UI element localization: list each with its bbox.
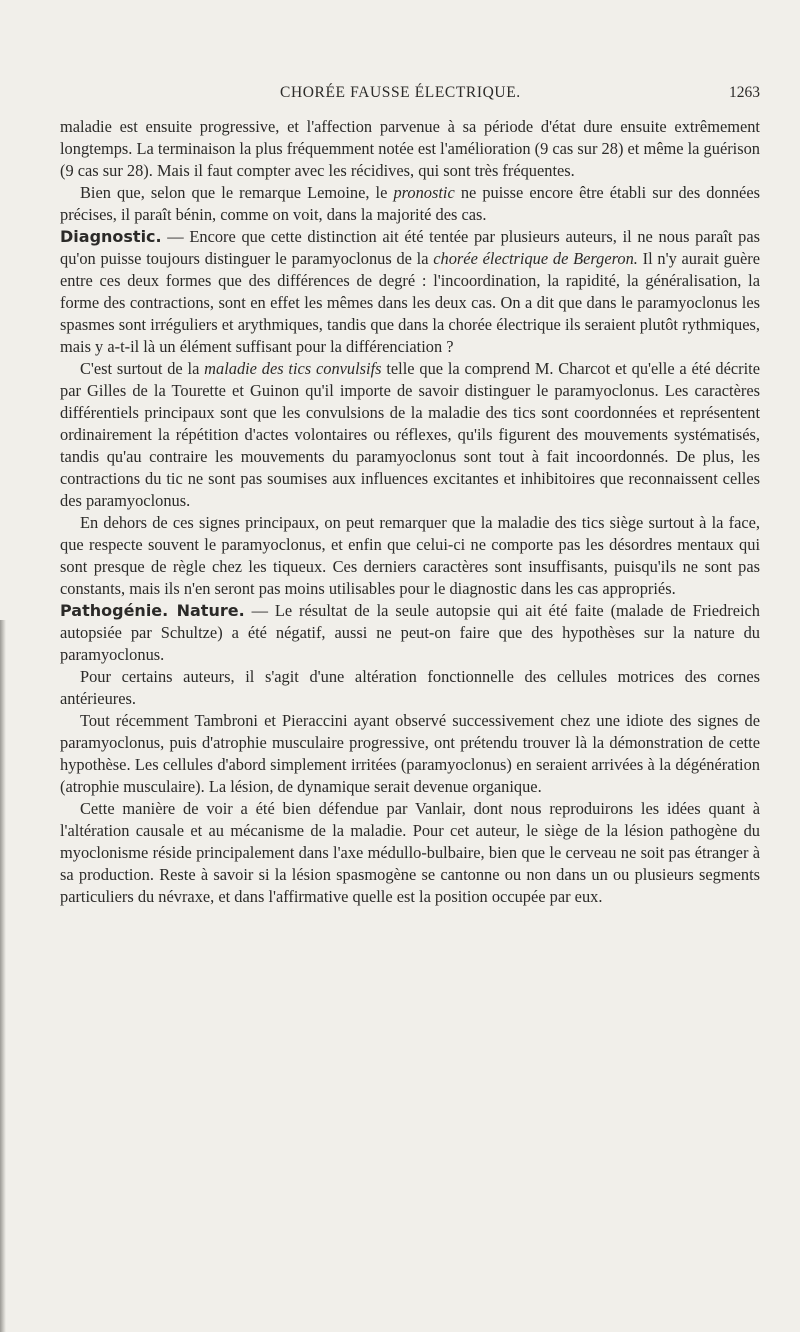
paragraph-signes: En dehors de ces signes principaux, on peut remarquer que la maladie des tics siège surtout à la face, que respecte souvent le paramyoclonus, et enfin que celui-ci ne comporte pas les désordres mentaux qui sont presque de règle chez les tiqueux. Ces derniers caractères sont insuffisants, puisqu'ils ne sont pas constants, mais ils n'en seront pas moins utilisables pour le diagnostic dans les cas appropriés.	[60, 513, 760, 598]
text-run: Il n'y aurait guère entre ces deux formes que des différences de degré : l'incoordination, la rapidité, la généralisation, la forme des contractions, sont en effet les mêmes dans les deux cas. On a dit que dans le paramyoclonus les spasmes sont irréguliers et arythmiques, tandis que dans la chorée électrique ils seraient plutôt rythmiques, mais y a-t-il là un élément suffisant pour la différenciation ?	[60, 249, 760, 356]
running-head	[60, 84, 760, 108]
italic-term-choree-electrique: chorée électrique de Bergeron.	[433, 249, 638, 268]
body-text	[60, 116, 760, 908]
text-run: telle que la comprend M. Charcot et qu'elle a été décrite par Gilles de la Tourette et Guinon qu'il importe de savoir distinguer le paramyoclonus. Les caractères différentiels principaux sont que les convulsions de la maladie des tics sont coordonnées et représentent ordinairement la répétition d'actes volontaires ou réflexes, qu'ils figurent des mouvements systématisés, tandis qu'au contraire les mouvements du paramyoclonus sont tout à fait incoordonnés. De plus, les contractions du tic ne sont pas soumises aux influences excitantes et inhibitoires que reconnaissent celles des paramyoclonus.	[60, 359, 760, 510]
section-heading-pathogenie: Pathogénie. Nature.	[60, 601, 245, 620]
paragraph-diagnostic	[60, 226, 760, 358]
paragraph-hypothese: Pour certains auteurs, il s'agit d'une altération fonctionnelle des cellules motrices des cornes antérieures.	[60, 667, 760, 708]
paragraph-pronostic	[60, 182, 760, 226]
text-run: ne puisse encore être établi sur des données précises, il paraît bénin, comme on voit, dans la majorité des cas.	[60, 183, 760, 224]
text-run: — Encore que cette distinction ait été tentée par plusieurs auteurs, il ne nous paraît pas qu'on puisse toujours distinguer le paramyoclonus de la	[60, 227, 760, 268]
italic-term-maladie-des-tics: maladie des tics convulsifs	[204, 359, 382, 378]
page-number: 1263	[729, 84, 760, 101]
binding-edge-shadow	[0, 620, 6, 1332]
paragraph-prognosis-end: maladie est ensuite progressive, et l'affection parvenue à sa période d'état dure ensuite extrêmement longtemps. La terminaison la plus fréquemment notée est l'amélioration (9 cas sur 28) et même la guérison (9 cas sur 28). Mais il faut compter avec les récidives, qui sont très fréquentes.	[60, 117, 760, 180]
section-heading-diagnostic: Diagnostic.	[60, 227, 162, 246]
text-run: Bien que, selon que le remarque Lemoine, le	[80, 183, 394, 202]
text-run: — Le résultat de la seule autopsie qui ait été faite (malade de Friedreich autopsiée par Schultze) a été négatif, aussi ne peut-on faire que des hypothèses sur la nature du paramyoclonus.	[60, 601, 761, 664]
paragraph-vanlair: Cette manière de voir a été bien défendue par Vanlair, dont nous reproduirons les idées quant à l'altération causale et au mécanisme de la maladie. Pour cet auteur, le siège de la lésion pathogène du myoclonisme réside principalement dans l'axe médullo-bulbaire, bien que le cerveau ne soit pas étranger à sa production. Reste à savoir si la lésion spasmogène se cantonne ou non dans un ou plusieurs segments particuliers du névraxe, et dans l'affirmative quelle est la position occupée par eux.	[60, 799, 760, 906]
paragraph-pathogenie	[60, 600, 760, 666]
paragraph-tics	[60, 358, 760, 512]
italic-term-pronostic: pronostic	[393, 183, 455, 202]
text-run: C'est surtout de la	[80, 359, 205, 378]
paragraph-tambroni: Tout récemment Tambroni et Pieraccini ayant observé successivement chez une idiote des signes de paramyoclonus, puis d'atrophie musculaire progressive, ont prétendu trouver là la démonstration de cette hypothèse. Les cellules d'abord simplement irritées (paramyoclonus) en seraient arrivées à la dégénération (atrophie musculaire). La lésion, de dynamique serait devenue organique.	[60, 711, 760, 796]
running-title: CHORÉE FAUSSE ÉLECTRIQUE.	[280, 84, 521, 101]
